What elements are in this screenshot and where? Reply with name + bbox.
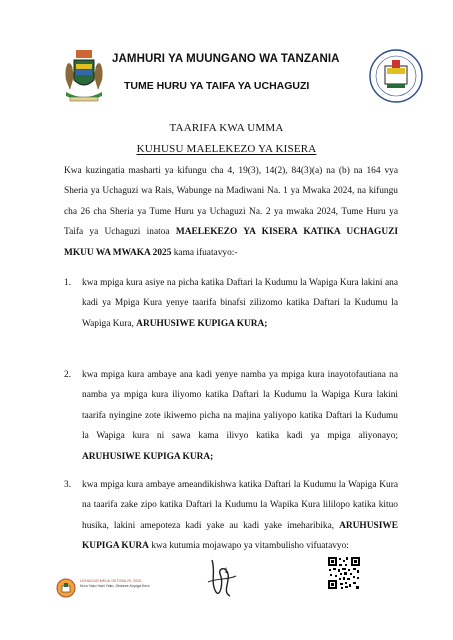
item-number: 3. bbox=[64, 480, 72, 490]
republic-name: JAMHURI YA MUUNGANO WA TANZANIA bbox=[112, 53, 340, 65]
item-number: 1. bbox=[64, 278, 72, 288]
coat-of-arms-icon bbox=[58, 46, 110, 104]
directive-list bbox=[64, 273, 398, 585]
election-slogan: UCHAGUZI MKUU OKTOBA 29, 2025 Kura Yako Haki Yako, Jitokeze Kupiga Kura bbox=[80, 579, 150, 588]
qr-code-icon bbox=[327, 556, 361, 590]
election-logo-icon bbox=[56, 578, 76, 598]
commission-name: TUME HURU YA TAIFA YA UCHAGUZI bbox=[124, 80, 310, 92]
intro-paragraph: Kwa kuzingatia masharti ya kifungu cha 4, 19(3), 14(2), 84(3)(a) na (b) na 164 vya Sheria ya Uchaguzi wa Rais, Wabunge na Madiwani Na. 1 ya Mwaka 2024, na kifungu cha 26 cha Sheria ya Tume Huru ya Uchaguzi Na. 2 ya mwaka 2024, Tume Huru ya Taifa ya Uchaguzi inatoa MAELEKEZO YA KISERA KATIKA UCHAGUZI MKUU WA MWAKA 2025 kama ifuatavyo:- bbox=[64, 166, 399, 258]
item-number: 2. bbox=[64, 370, 72, 380]
signature bbox=[202, 552, 242, 602]
commission-seal-icon bbox=[368, 48, 424, 104]
letterhead bbox=[0, 38, 453, 118]
notice-title: TAARIFA KWA UMMA bbox=[169, 122, 284, 134]
list-item: 1. kwa mpiga kura asiye na picha katika Daftari la Kudumu la Wapiga Kura lakini ana kadi ya Mpiga Kura yenye taarifa binafsi zilizomo katika Daftari la Kudumu la Wapiga Kura, ARUHUSIWE KUPIGA KURA; bbox=[64, 273, 398, 365]
page-number: 1 bbox=[224, 566, 228, 575]
notice-subtitle: KUHUSU MAELEKEZO YA KISERA bbox=[136, 143, 317, 155]
list-item: 2. kwa mpiga kura ambaye ana kadi yenye namba ya mpiga kura inayotofautiana na namba ya mpiga kura iliyomo katika Daftari la Kudumu la Wapiga Kura lakini taarifa nyingine zote ikiwemo picha na majina yaliyopo katika Daftari la Kudumu la Wapiga kura ni sawa kama ilivyo katika kadi ya mpiga aliyonayo; ARUHUSIWE KUPIGA KURA; bbox=[64, 365, 398, 475]
intro-bold: MAELEKEZO YA KISERA KATIKA UCHAGUZI MKUU WA MWAKA 2025 bbox=[64, 227, 399, 258]
list-item: 3. kwa mpiga kura ambaye ameandikishwa katika Daftari la Kudumu la Wapiga Kura na taarifa zake zipo katika Daftari la Kudumu la Wapika Kura lililopo katika kituo husika, lakini amepoteza kadi yake au kadi yake imeharibika, ARUHUSIWE KUPIGA KURA kwa kutumia mojawapo ya vitambulisho vifuatavyo: bbox=[64, 475, 398, 585]
